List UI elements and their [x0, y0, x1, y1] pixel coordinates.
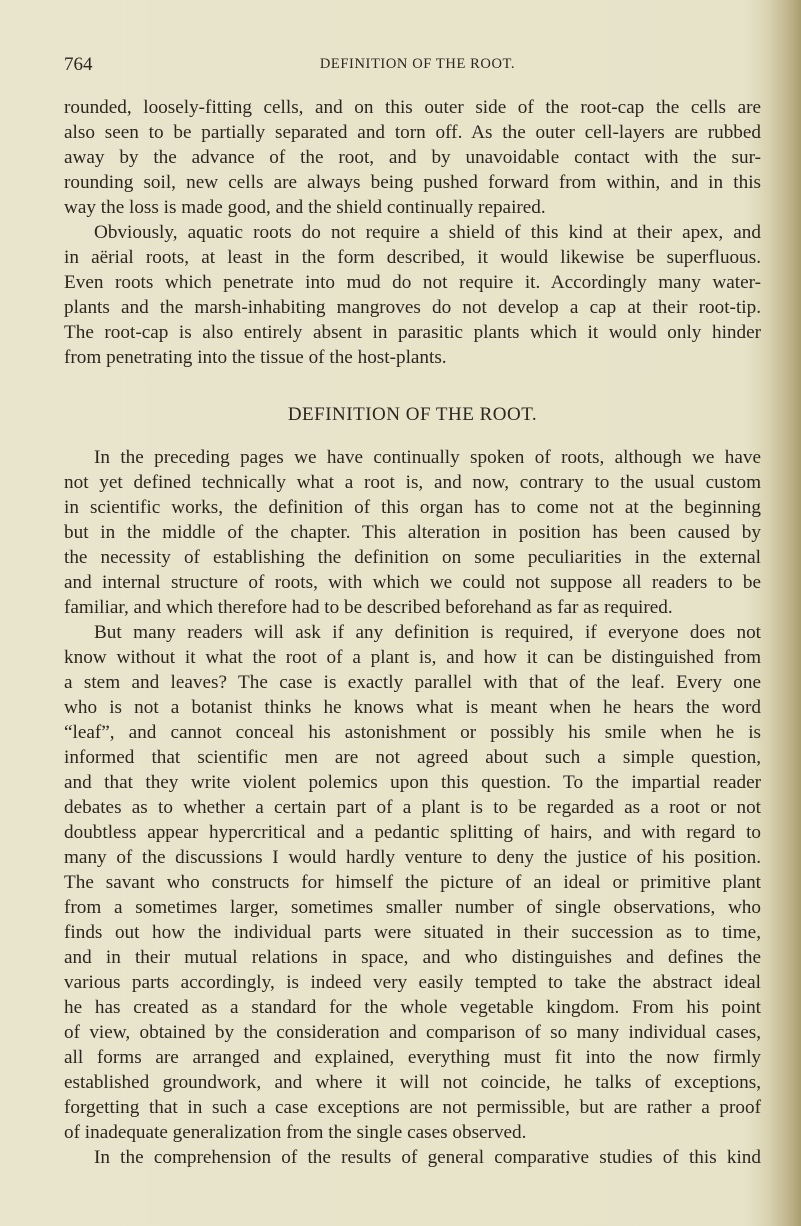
text-line: Even roots which penetrate into mud do not require it. Accordingly many water- — [64, 272, 761, 293]
page-number: 764 — [64, 54, 93, 75]
text-line: in scientific works, the definition of this organ has to come not at the beginning — [64, 497, 761, 518]
text-line: plants and the marsh-inhabiting mangroves do not develop a cap at their root-tip. — [64, 297, 761, 318]
text-line: finds out how the individual parts were situated in their succession as to time, — [64, 922, 761, 943]
text-line: In the preceding pages we have continually spoken of roots, although we have — [94, 447, 761, 468]
page-header — [64, 54, 761, 78]
text-line: who is not a botanist thinks he knows what is meant when he hears the word — [64, 697, 761, 718]
text-line: doubtless appear hypercritical and a pedantic splitting of hairs, and with regard to — [64, 822, 761, 843]
text-line: a stem and leaves? The case is exactly parallel with that of the leaf. Every one — [64, 672, 761, 693]
text-line: also seen to be partially separated and torn off. As the outer cell-layers are rubbed — [64, 122, 761, 143]
text-line: he has created as a standard for the whole vegetable kingdom. From his point — [64, 997, 761, 1018]
text-line: away by the advance of the root, and by unavoidable contact with the sur- — [64, 147, 761, 168]
text-line: know without it what the root of a plant is, and how it can be distinguished from — [64, 647, 761, 668]
text-line: rounding soil, new cells are always being pushed forward from within, and in this — [64, 172, 761, 193]
text-line: in aërial roots, at least in the form described, it would likewise be superfluous. — [64, 247, 761, 268]
text-line: forgetting that in such a case exceptions are not permissible, but are rather a proof — [64, 1097, 761, 1118]
text-line: debates as to whether a certain part of a plant is to be regarded as a root or not — [64, 797, 761, 818]
text-line: The savant who constructs for himself the picture of an ideal or primitive plant — [64, 872, 761, 893]
text-line: familiar, and which therefore had to be described beforehand as far as required. — [64, 597, 673, 618]
text-line: and that they write violent polemics upon this question. To the impartial reader — [64, 772, 761, 793]
text-line: established groundwork, and where it will not coincide, he talks of exceptions, — [64, 1072, 761, 1093]
text-line: from a sometimes larger, sometimes smaller number of single observations, who — [64, 897, 761, 918]
text-line: from penetrating into the tissue of the host-plants. — [64, 347, 447, 368]
text-line: In the comprehension of the results of general comparative studies of this kind — [94, 1147, 761, 1168]
text-line: of inadequate generalization from the single cases observed. — [64, 1122, 527, 1143]
section-heading: DEFINITION OF THE ROOT. — [287, 404, 538, 425]
text-line: way the loss is made good, and the shield continually repaired. — [64, 197, 546, 218]
text-line: Obviously, aquatic roots do not require a shield of this kind at their apex, and — [94, 222, 761, 243]
text-line: all forms are arranged and explained, everything must fit into the now firmly — [64, 1047, 761, 1068]
text-line: rounded, loosely-fitting cells, and on this outer side of the root-cap the cells are — [64, 97, 761, 118]
running-title: DEFINITION OF THE ROOT. — [319, 56, 516, 72]
text-line: of view, obtained by the consideration and comparison of so many individual cases, — [64, 1022, 761, 1043]
text-line: the necessity of establishing the definition on some peculiarities in the external — [64, 547, 761, 568]
text-line: various parts accordingly, is indeed very easily tempted to take the abstract ideal — [64, 972, 761, 993]
text-line: but in the middle of the chapter. This alteration in position has been caused by — [64, 522, 761, 543]
text-line: But many readers will ask if any definition is required, if everyone does not — [94, 622, 761, 643]
text-line: and internal structure of roots, with which we could not suppose all readers to be — [64, 572, 761, 593]
text-line: not yet defined technically what a root is, and now, contrary to the usual custom — [64, 472, 761, 493]
text-line: informed that scientific men are not agreed about such a simple question, — [64, 747, 761, 768]
text-line: “leaf”, and cannot conceal his astonishment or possibly his smile when he is — [64, 722, 761, 743]
text-line: many of the discussions I would hardly venture to deny the justice of his position. — [64, 847, 761, 868]
text-line: The root-cap is also entirely absent in parasitic plants which it would only hinder — [64, 322, 761, 343]
text-line: and in their mutual relations in space, and who distinguishes and defines the — [64, 947, 761, 968]
